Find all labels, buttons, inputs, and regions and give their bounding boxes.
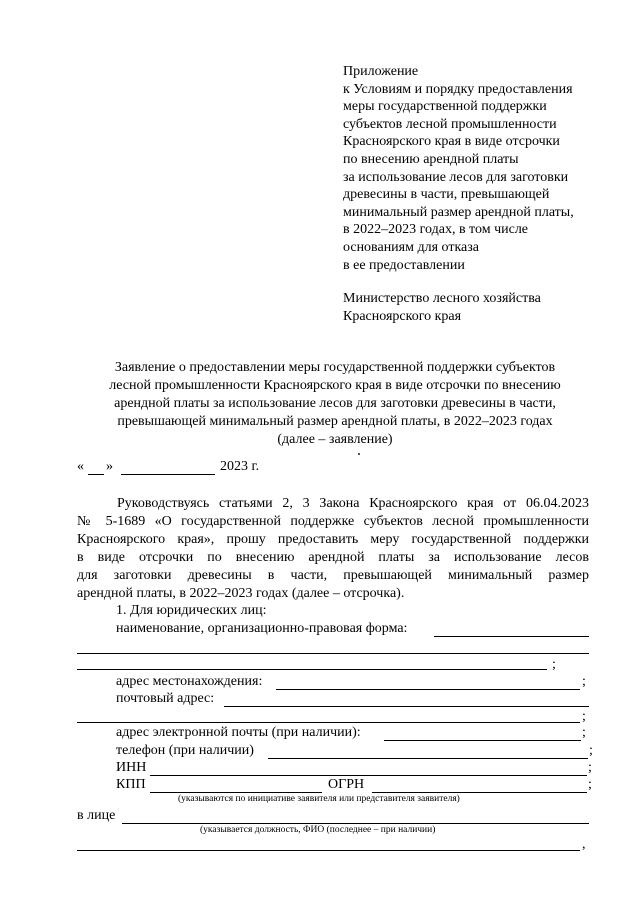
- intro-line: арендной платы, в 2022–2023 годах (далее – отсрочка).: [77, 586, 405, 601]
- phone-label: телефон (при наличии): [116, 743, 254, 758]
- postal-label: почтовый адрес:: [116, 691, 215, 706]
- ogrn-label: ОГРН: [328, 777, 365, 792]
- date-open-quote: «: [77, 459, 84, 474]
- appendix-line: Красноярского края в виде отсрочки: [343, 134, 560, 150]
- title-line: лесной промышленности Красноярского края в виде отсрочки по внесению: [109, 378, 561, 393]
- title-line: арендной платы за использование лесов для заготовки древесины в части,: [114, 396, 556, 411]
- intro-line: для заготовки древесины в части, превышающей минимальный размер: [77, 568, 589, 583]
- title-line: превышающей минимальный размер арендной платы, в 2022–2023 годах: [117, 414, 553, 429]
- scan-speck: [358, 453, 360, 455]
- appendix-line: в ее предоставлении: [343, 257, 465, 273]
- phone-semicolon: ;: [589, 743, 593, 758]
- appendix-line: минимальный размер арендной платы,: [343, 204, 574, 220]
- location-field[interactable]: [276, 689, 580, 690]
- title-line: Заявление о предоставлении меры государственной поддержки субъектов: [114, 360, 556, 375]
- inn-label: ИНН: [116, 760, 147, 775]
- represented-field-line-2[interactable]: [77, 850, 580, 851]
- name-field-line-2[interactable]: [77, 653, 589, 654]
- appendix-line: по внесению арендной платы: [343, 151, 519, 167]
- date-month-field[interactable]: [121, 474, 215, 475]
- inn-field[interactable]: [150, 775, 587, 776]
- name-field[interactable]: [434, 636, 589, 637]
- location-semicolon: ;: [582, 674, 586, 689]
- date-year: 2023 г.: [220, 459, 260, 474]
- represented-comma: ,: [582, 837, 586, 852]
- appendix-line: в 2022–2023 годах, в том числе: [343, 222, 529, 238]
- postal-field[interactable]: [224, 706, 589, 707]
- appendix-line: к Условиям и порядку предоставления: [343, 81, 573, 97]
- ogrn-note: (указываются по инициативе заявителя или представителя заявителя): [178, 794, 460, 804]
- email-field[interactable]: [384, 740, 581, 741]
- postal-field-line-2[interactable]: [77, 722, 580, 723]
- intro-line: Руководствуясь статьями 2, 3 Закона Красноярского края от 06.04.2023: [117, 496, 589, 511]
- addressee-block: [343, 290, 541, 326]
- represented-by-label: в лице: [77, 808, 116, 823]
- kpp-label: КПП: [116, 777, 146, 792]
- addressee-line: Министерство лесного хозяйства: [343, 291, 541, 306]
- email-semicolon: ;: [582, 725, 586, 740]
- appendix-line: основаниям для отказа: [343, 239, 480, 255]
- appendix-line: меры государственной поддержки: [343, 99, 547, 115]
- appendix-line: субъектов лесной промышленности: [343, 116, 557, 132]
- document-title: [60, 359, 610, 449]
- name-label: наименование, организационно-правовая форма:: [116, 621, 408, 636]
- intro-paragraph: [77, 495, 589, 603]
- inn-semicolon: ;: [588, 760, 592, 775]
- appendix-block: [343, 63, 633, 274]
- addressee-line: Красноярского края: [343, 309, 462, 324]
- represented-note: (указывается должность, ФИО (последнее – при наличии): [200, 825, 436, 835]
- phone-field[interactable]: [268, 758, 588, 759]
- date-day-field[interactable]: [88, 474, 104, 475]
- title-line: (далее – заявление): [277, 432, 393, 447]
- appendix-line: Приложение: [343, 64, 419, 79]
- ogrn-semicolon: ;: [588, 777, 592, 792]
- date-close-quote: »: [106, 459, 113, 474]
- ogrn-field[interactable]: [372, 792, 587, 793]
- name-semicolon: ;: [552, 657, 556, 672]
- intro-line: Красноярского края», прошу предоставить меру государственной поддержки: [77, 532, 589, 547]
- name-field-line-3[interactable]: [77, 669, 547, 670]
- intro-line: в виде отсрочки по внесению арендной платы за использование лесов: [77, 550, 589, 565]
- postal-semicolon: ;: [582, 709, 586, 724]
- email-label: адрес электронной почты (при наличии):: [116, 725, 361, 740]
- appendix-line: за использование лесов для заготовки: [343, 169, 569, 185]
- represented-by-field[interactable]: [122, 823, 589, 824]
- kpp-field[interactable]: [150, 792, 322, 793]
- intro-line: № 5-1689 «О государственной поддержке субъектов лесной промышленности: [77, 514, 589, 529]
- location-label: адрес местонахождения:: [116, 674, 263, 689]
- appendix-line: древесины в части, превышающей: [343, 187, 550, 203]
- section-1-heading: 1. Для юридических лиц:: [116, 603, 267, 618]
